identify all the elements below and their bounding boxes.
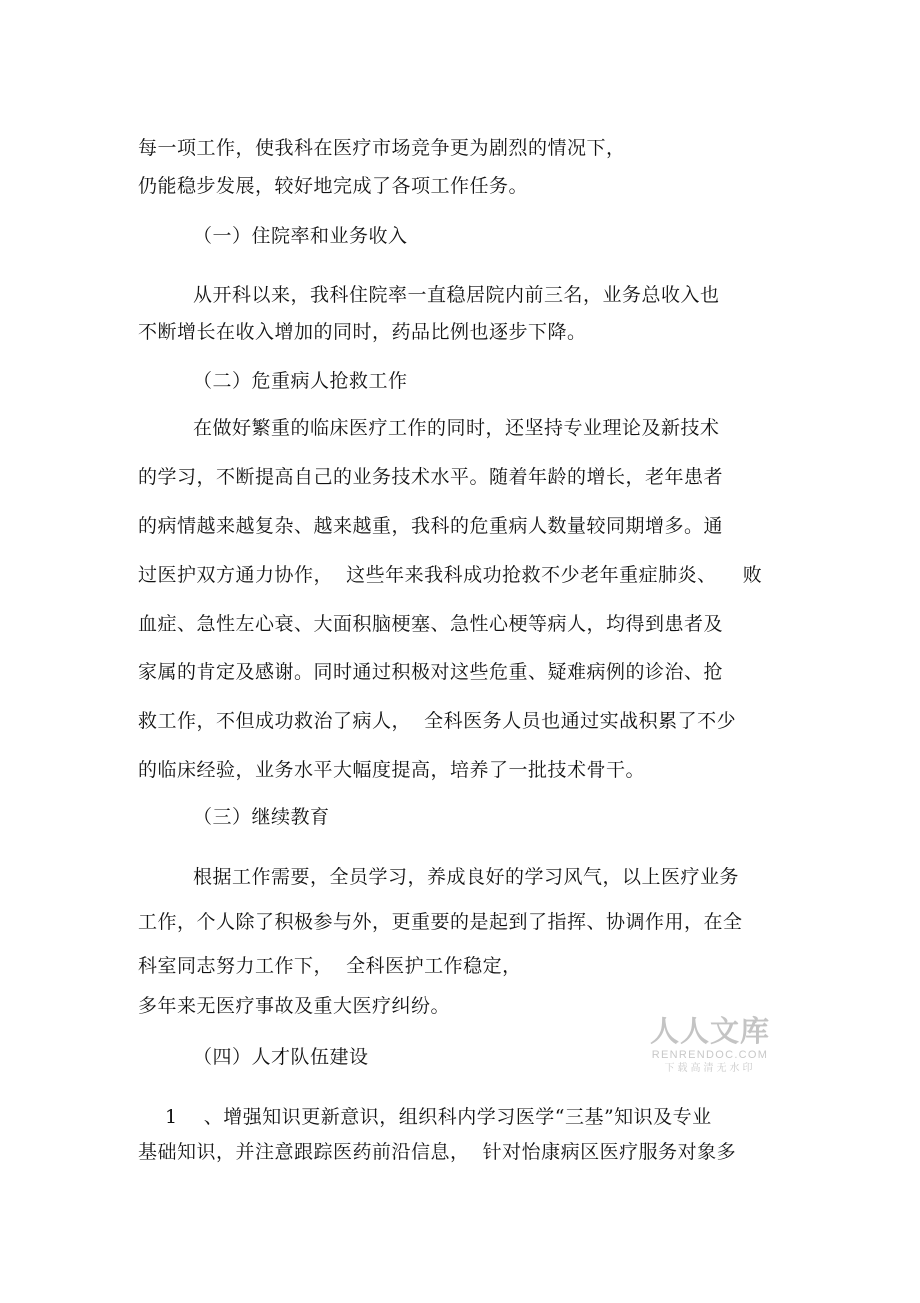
paragraph-line: 多年来无医疗事故及重大医疗纠纷。	[138, 995, 451, 1017]
paragraph-line: 科室同志努力工作下， 全科医护工作稳定，	[138, 955, 522, 977]
paragraph-line: 不断增长在收入增加的同时，药品比例也逐步下降。	[138, 321, 587, 343]
paragraph-line: 在做好繁重的临床医疗工作的同时，还坚持专业理论及新技术	[193, 417, 720, 439]
paragraph-line: 每一项工作，使我科在医疗市场竞争更为剧烈的情况下，	[138, 137, 626, 159]
section-heading-4: （四）人才队伍建设	[193, 1046, 369, 1068]
section-heading-1: （一）住院率和业务收入	[193, 225, 408, 247]
renrendoc-watermark	[648, 1014, 772, 1076]
section-heading-2: （二）危重病人抢救工作	[193, 370, 408, 392]
paragraph-line: 血症、急性左心衰、大面积脑梗塞、急性心梗等病人，均得到患者及	[138, 613, 724, 635]
paragraph-line: 救工作，不但成功救治了病人， 全科医务人员也通过实战积累了不少	[138, 710, 737, 732]
paragraph-line: 根据工作需要，全员学习，养成良好的学习风气，以上医疗业务	[193, 866, 740, 888]
paragraph-line: 的临床经验，业务水平大幅度提高，培养了一批技术骨干。	[138, 759, 646, 781]
paragraph-line: 的病情越来越复杂、越来越重，我科的危重病人数量较同期增多。通	[138, 515, 724, 537]
paragraph-line: 仍能稳步发展，较好地完成了各项工作任务。	[138, 175, 529, 197]
paragraph-line: 1 、增强知识更新意识，组织科内学习医学“三基”知识及专业	[165, 1106, 712, 1128]
paragraph-line: 从开科以来，我科住院率一直稳居院内前三名，业务总收入也	[193, 284, 720, 306]
watermark-tagline: 下载高清无水印	[664, 1063, 756, 1074]
paragraph-line: 工作，个人除了积极参与外，更重要的是起到了指挥、协调作用，在全	[138, 911, 743, 933]
paragraph-line: 基础知识，并注意跟踪医药前沿信息， 针对怡康病区医疗服务对象多	[138, 1141, 737, 1163]
watermark-url: RENRENDOC.COM	[651, 1049, 769, 1061]
paragraph-line: 家属的肯定及感谢。同时通过积极对这些危重、疑难病例的诊治、抢	[138, 661, 724, 683]
watermark-brand: 人人文库	[649, 1014, 770, 1048]
paragraph-line: 过医护双方通力协作， 这些年来我科成功抢救不少老年重症肺炎、 败	[138, 564, 763, 586]
paragraph-line: 的学习，不断提高自己的业务技术水平。随着年龄的增长，老年患者	[138, 466, 724, 488]
section-heading-3: （三）继续教育	[193, 806, 330, 828]
